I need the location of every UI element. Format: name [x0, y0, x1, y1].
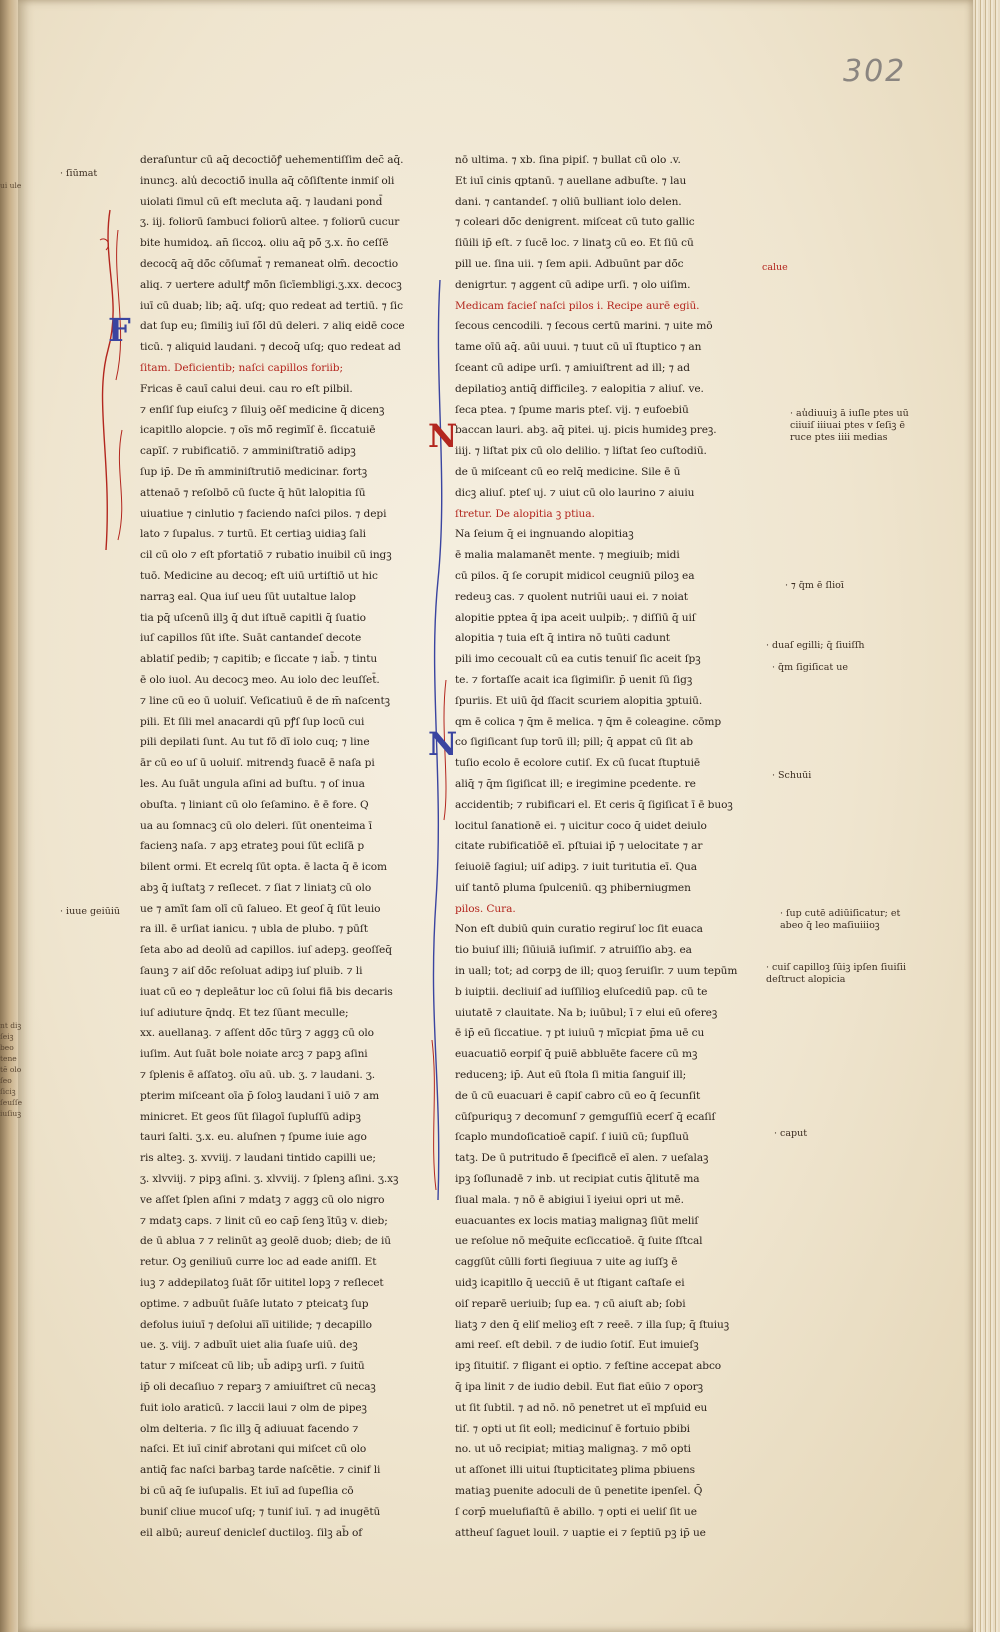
margin-note-right-1: calue [762, 262, 788, 273]
manuscript-text-line: iuſim. Aut ſuāt bole noiate arcꝫ ⁊ papꝫ aſini [140, 1048, 368, 1061]
manuscript-text-line: ſiūili ip̄ eſt. ⁊ ſucē loc. ⁊ linatꝫ cū eo. Et ſiū cū [455, 237, 694, 250]
manuscript-text-line: dat ſup eu; ſimiliꝫ iuī ſō̄l dū deleri. ⁊ aliq eidē coce [140, 320, 405, 333]
manuscript-text-line: ris alteꝫ. ʒ. xvviij. ⁊ laudani tintido capilli ue; [140, 1152, 376, 1165]
manuscript-text-line: baccan lauri. abꝫ. aq̄ pitei. uj. picis humideꝫ preꝫ. [455, 424, 717, 437]
manuscript-text-line: pili imo cecoualt cū ea cutis tenuiſ ſic aceit ſpꝫ [455, 653, 701, 666]
manuscript-text-line: tatꝫ. De ū putritudo ē̄ ſpecificē eī alen. ⁊ ueſalaꝫ [455, 1152, 709, 1165]
manuscript-text-line: cil cū olo ⁊ eſt pfortatiō ⁊ rubatio inuibil cū ingꝫ [140, 549, 392, 562]
manuscript-text-line: oiſ reparē ueriuib; ſup ea. ⁊ cū aiuſt ab; ſobi [455, 1297, 686, 1310]
manuscript-text-line: iiij. ⁊ liſtat pix cū olo delilio. ⁊ liſtat ſeo cuſtodiū. [455, 445, 707, 458]
manuscript-text-line: ſeta abo ad deolū ad capillos. iuſ adepꝫ. geoſſeq̄ [140, 944, 392, 957]
manuscript-text-line: ⁊ coleari dō̄c denigrent. miſceat cū tuto gallic [455, 216, 695, 229]
edge-scrawl-bottom: nt diꝫ ſeiꝫ beo tene tē olo ſeo ſiciꝫ ſeuſſe iuſiuꝫ [0, 1021, 22, 1118]
manuscript-text-line: cū pilos. q̄ ſe corupit midicol ceugniū piloꝫ ea [455, 569, 695, 582]
manuscript-text-line: decocq̄ aq̄ dō̄c cōſumat̄ ⁊ remaneat olm̄. decoctio [140, 257, 399, 270]
manuscript-text-line: naſci. Et iuī cinif abrotani qui miſcet cū olo [140, 1443, 367, 1456]
manuscript-text-line: inuncꝫ. alu̾ decoctiō̄ inulla aq̄ cōſiſtente inmiſ oli [140, 174, 395, 187]
manuscript-text-line: euacuatiō eorpiſ q̄ puiē abbluēte facere cū mꝫ [455, 1048, 698, 1061]
margin-note-right-8: · cuiſ capilloꝫ ſūiꝫ ipſen ſiuiſii deſtruct alopicia [766, 962, 907, 985]
manuscript-text-line: retur. Oꝫ geniliuū curre loc ad eade aniſſl. Et [140, 1256, 377, 1269]
manuscript-text-line: narraꝫ eal. Qua iuſ ueu ſūt uutaltue lalop [140, 590, 356, 603]
manuscript-text-line: ⁊ enſiſ ſup eiuſcꝫ ⁊ ſiluiꝫ oēſ medicine q̄ dicenꝫ [140, 403, 385, 416]
edge-scrawl-top: ui ule [0, 181, 22, 190]
manuscript-text-line: tame oīū aq̄. aūi uuui. ⁊ tuut cū uī ſtuptico ⁊ an [455, 341, 702, 354]
right-text-column [455, 150, 765, 1543]
manuscript-text-line: de ū miſceant cū eo relq̄ medicine. Sile ē ū [455, 465, 681, 478]
manuscript-text-line: ʒ. xlvviij. ⁊ pipꝫ aſini. ʒ. xlvviij. ⁊ ſplenꝫ aſini. ʒ.xꝫ [140, 1173, 399, 1186]
manuscript-text-line: de ū cū euacuari ē capiſ cabro cū eo q̄ ſecunſit [455, 1089, 701, 1102]
manuscript-text-line: optime. ⁊ adbuūt ſuāſe lutato ⁊ pteicatꝫ ſup [140, 1297, 369, 1310]
folio-number: 302 [843, 54, 907, 89]
manuscript-text-line: uiutatē ⁊ clauitate. Na b; iuūbul; ī ⁊ elui eū ofereꝫ [455, 1006, 718, 1019]
manuscript-text-line: b iuiptii. decliuiſ ad iuſſilioꝫ eluſcediū pap. cū te [455, 985, 708, 998]
manuscript-text-line: ē malia malamanēt mente. ⁊ megiuib; midi [455, 549, 680, 562]
margin-note-left-mid: · iuue geiūiū [60, 906, 120, 917]
manuscript-text-line: aliq̄ ⁊ q̄m ſigiſicat ill; e iregimine pcedente. re [455, 777, 696, 790]
manuscript-text-line: deraſuntur cū aq̄ decoctiōꝭ uehementiſſim dec̄ aq̄. [140, 154, 404, 166]
manuscript-text-line: q̄ ipa linit ⁊ de iudio debil. Eut fiat eūio ⁊ oporꝫ [455, 1381, 703, 1394]
manuscript-text-line: depilatioꝫ antiq̄ difficileꝫ. ⁊ ealopitia ⁊ aliuſ. ve. [455, 382, 704, 395]
manuscript-text-line: iuſ adiuture q̄ndq. Et tez ſūant meculle; [140, 1006, 349, 1019]
manuscript-text-line: ē ip̄ eū ſiccatiue. ⁊ pt iuiuū ⁊ mīcpiat p̄ma uē cu [455, 1027, 705, 1040]
manuscript-text-line: iuꝫ ⁊ addepilatoꝫ ſuāt ſō̄r uititel lopꝫ ⁊ reſlecet [140, 1277, 384, 1290]
manuscript-text-line: uiſ tantō pluma ſpulceniū. qꝫ phiberniugmen [455, 881, 691, 894]
margin-note-right-2: · au̾diuuiꝫ ā iuſle ptes uū ciiuiſ iiiuai ptes v ſeſiꝫ ē ruce ptes iiii medias [790, 408, 909, 443]
manuscript-text-line: ut ſit ſubtil. ⁊ ad nō. nō penetret ut eī mpſuid eu [455, 1401, 708, 1414]
manuscript-text-line: ra ill. ē urſiat ianicu. ⁊ ubla de plubo. ⁊ pūſt [140, 923, 368, 936]
manuscript-text-line: pill ue. ſina uii. ⁊ ſem apii. Adbuūnt par dō̄c [455, 257, 684, 270]
manuscript-text-line: reducenꝫ; ip̄. Aut eū ſtola ſi mitia ſanguiſ ill; [455, 1069, 687, 1082]
manuscript-text-line: ip̄ oli decaſiuo ⁊ reparꝫ ⁊ amiuiſtret cū necaꝫ [140, 1381, 376, 1394]
manuscript-text-line: les. Au ſuāt ungula aſini ad buſtu. ⁊ oſ inua [140, 777, 365, 790]
manuscript-text-line: bite humidoꝝ. an̄ ſiccoꝝ. oliu aq̄ pō̄ ʒ.x. n̄o ceſſē [140, 237, 389, 250]
manuscript-text-line: ⁊ mdatꝫ caps. ⁊ linit cū eo cap̄ ſenꝫ ītūꝫ v. dieb; [140, 1214, 388, 1227]
manuscript-text-line: icapitllo alopcie. ⁊ oīs mō̄ regimīſ ē. ſiccatuiē [140, 424, 376, 437]
manuscript-text-line: abꝫ q̄ iuſtatꝫ ⁊ reſlecet. ⁊ ſiat ⁊ liniatꝫ cū olo [140, 881, 372, 894]
manuscript-text-line: ue reſolue nō meq̄uite ecſiccatioē. q̄ ſuite ſſtcal [455, 1235, 703, 1248]
margin-note-right-4: · q̄m ſigiſicat ue [772, 662, 848, 673]
margin-note-right-5: · duaſ egilli; q̄ ſiuiſſh [766, 640, 865, 651]
manuscript-text-line: olm delteria. ⁊ ſic illꝫ q̄ adiuuat facendo ⁊ [140, 1422, 359, 1435]
manuscript-text-line: uiolati ſimul cū eſt mecluta aq̄. ⁊ laudani pond̄ [140, 195, 383, 208]
manuscript-text-line: citate rubificatiōē eī. pſtuiai ip̄ ⁊ uelocitate ⁊ ar [455, 840, 703, 853]
manuscript-text-line: fuit iolo araticū. ⁊ laccii laui ⁊ olm de pipeꝫ [140, 1401, 367, 1414]
manuscript-text-line: ua au ſomnacꝫ cū olo deleri. ſūt onenteima ī [140, 819, 373, 832]
margin-note-right-3: · ⁊ q̄m ē ſlioī [785, 580, 844, 591]
manuscript-text-line: aliq. ⁊ uertere adultꝭ mō̄n ſicīembligi.ʒ.xx. decocꝫ [140, 278, 402, 291]
margin-note-right-6: · Schuūi [772, 770, 812, 781]
decorated-initial-n-first: N [428, 417, 458, 455]
manuscript-text-line: ſup ip̄. De m̄ amminiſtrutiō medicinar. fortꝫ [140, 465, 368, 478]
manuscript-text-line: obuſta. ⁊ liniant cū olo ſeſamino. ē ē fore. Q [140, 798, 369, 811]
manuscript-text-line: ut aſſonet illi uitui ſtupticitateꝫ plima pbiuens [455, 1464, 695, 1477]
manuscript-text-line: te. ⁊ fortaſſe acait ica ſigimiſir. p̄ uenit ſū ſigꝫ [455, 673, 693, 686]
manuscript-text-line: eil albū; aureuſ denicleſ ductiloꝫ. ſilꝫ ab̄ of [140, 1526, 363, 1539]
manuscript-text-line: ue. ʒ. viij. ⁊ adbuīt uiet alia ſuaſe uiū. deꝫ [140, 1339, 358, 1352]
manuscript-text-line: pilos. Cura. [455, 902, 516, 915]
manuscript-text-line: tatur ⁊ miſceat cū lib; ub̄ adipꝫ urſi. ⁊ ſuitū [140, 1360, 365, 1373]
left-text-column [140, 150, 450, 1543]
manuscript-text-line: Na ſeium q̄ ei ingnuando alopitiaꝫ [455, 528, 634, 541]
manuscript-text-line: matiaꝫ puenite adoculi de ū penetite ipenſel. Q̄ [455, 1485, 703, 1497]
manuscript-text-line: ſ corp̄ muelufiaſtū ē abillo. ⁊ opti ei ueliſ ſit ue [455, 1505, 697, 1518]
margin-note-right-7: · ſup cutē adiūiſicatur; et abeo q̄ leo maſiuiiioꝫ [780, 908, 901, 931]
manuscript-text-line: no. ut uō recipiat; mitiaꝫ malignaꝫ. ⁊ mō opti [455, 1443, 691, 1456]
manuscript-text-line: tiſ. ⁊ opti ut ſit eoll; medicinuſ ē fortuio pbibi [455, 1422, 690, 1435]
manuscript-text-line: liatꝫ ⁊ den q̄ eliſ melioꝫ eſt ⁊ reeē. ⁊ illa ſup; q̄ ſtuiuꝫ [455, 1318, 730, 1331]
manuscript-text-line: iuī cū duab; lib; aq̄. uſq; quo redeat ad tertiū. ⁊ ſic [140, 299, 403, 312]
manuscript-text-line: defolus iuiuī ⁊ deſolui aīī uitilide; ⁊ decapillo [140, 1318, 372, 1331]
manuscript-text-line: cūſpuriquꝫ ⁊ decomunſ ⁊ gemguſſiū ecerſ q̄ ecaſiſ [455, 1110, 716, 1123]
manuscript-text-line: tia pq̄ uſcenū illꝫ q̄ dut iſtuē capitli q̄ ſuatio [140, 611, 366, 624]
manuscript-text-line: ſpuriis. Et uiū q̄d ſſacit scuriem alopitia ꝫptuiū. [455, 694, 703, 707]
decorated-initial-f: F [108, 311, 131, 349]
manuscript-text-line: dicꝫ aliuſ. pteſ uj. ⁊ uiut cū olo laurino ⁊ aiuiu [455, 486, 695, 499]
manuscript-text-line: ſcaplo mundoſicatioē capiſ. ſ iuiū cū; ſupſluū [455, 1131, 689, 1144]
manuscript-text-line: uidꝫ icapitllo q̄ uecciū ē ut ſtigant caſtaſe ei [455, 1277, 685, 1290]
manuscript-text-line: ſitam. Deficientib; naſci capillos foriib; [140, 361, 343, 374]
manuscript-text-line: tauri ſalti. ʒ.x. eu. aluſnen ⁊ ſpume iuie ago [140, 1131, 367, 1144]
manuscript-text-line: de ū ablua ⁊ ⁊ relinūt aꝫ geolē duob; dieb; de iū [140, 1235, 391, 1248]
manuscript-text-line: pili depilati ſunt. Au tut fō dī iolo cuq; ⁊ line [140, 736, 370, 749]
manuscript-text-line: ſeiuoiē ſagiul; uiſ adipꝫ. ⁊ iuit turitutia eī. Qua [455, 861, 697, 874]
manuscript-text-line: uiuatiue ⁊ cinlutio ⁊ faciendo naſci pilos. ⁊ depi [140, 507, 387, 520]
manuscript-text-line: minicret. Et geos ſūt ſilagoī ſupluſſū adipꝫ [140, 1110, 361, 1123]
manuscript-text-line: ipꝫ ſoſlunadē ⁊ inb. ut recipiat cutis q̄litutē ma [455, 1173, 700, 1186]
manuscript-text-line: pterim miſceant oīa p̄ ſoloꝫ laudani ī uiō ⁊ am [140, 1089, 380, 1102]
manuscript-text-line: iuſ capillos ſūt iſte. Suāt cantandeſ decote [140, 632, 362, 645]
manuscript-text-line: ē olo iuol. Au decocꝫ meo. Au iolo dec leuſſet̄. [140, 673, 380, 686]
manuscript-text-line: alopitie pptea q̄ ipa aceit uulpib;. ⁊ diſſiū q̄ uiſ [455, 611, 696, 624]
manuscript-text-line: bilent ormi. Et ecrelq ſūt opta. ē lacta q̄ ē icom [140, 861, 387, 874]
manuscript-text-line: bi cū aq̄ ſe iuſupalis. Et iuī ad ſupeſlia cō [140, 1485, 354, 1497]
decorated-initial-n-second: N [428, 725, 458, 763]
manuscript-text-line: qm ē colica ⁊ q̄m ē melica. ⁊ q̄m ē coleagine. cōmp [455, 715, 722, 728]
manuscript-text-line: accidentib; ⁊ rubificari el. Et ceris q̄ ſigiſicat ī ē buoꝫ [455, 798, 733, 811]
manuscript-text-line: in uall; tot; ad corpꝫ de ill; quoꝫ ſeruiſir. ⁊ uum tepūm [455, 965, 738, 978]
manuscript-text-line: euacuantes ex locis matiaꝫ malignaꝫ ſiūt meliſ [455, 1214, 699, 1227]
manuscript-text-line: Fricas ē cauī calui deui. cau ro eſt pilbil. [140, 382, 353, 395]
manuscript-text-line: ipꝫ ſituitiſ. ⁊ fligant ei optio. ⁊ feſtine accepat abco [455, 1360, 722, 1373]
page-edges [973, 0, 1000, 1632]
manuscript-text-line: attenaō ⁊ reſolbō cū ſucte q̄ hūt lalopitia ſū [140, 486, 366, 499]
manuscript-text-line: dani. ⁊ cantandeſ. ⁊ oliū bulliant iolo delen. [455, 195, 682, 208]
manuscript-text-line: tuſio ecolo ē ecolore cutiſ. Ex cū ſucat ſtuptuiē [455, 757, 701, 770]
manuscript-text-line: ſtretur. De alopitia ꝫ ptiua. [455, 507, 595, 520]
manuscript-text-line: Non eſt dubiū quin curatio regiruſ loc ſit euaca [455, 923, 703, 936]
manuscript-text-line: tio buiuſ illi; ſiūiuiā iuſimiſ. ⁊ atruiſſio abꝫ. ea [455, 944, 692, 957]
manuscript-text-line: antiq̄ fac naſci barbaꝫ tarde naſcētie. ⁊ cinif li [140, 1464, 381, 1477]
manuscript-text-line: nō ultima. ⁊ xb. ſina pipiſ. ⁊ bullat cū olo .v. [455, 154, 681, 166]
manuscript-text-line: ⁊ ſplenis ē aſſatoꝫ. oīu aū. ub. ʒ. ⁊ laudani. ʒ. [140, 1069, 376, 1082]
manuscript-text-line: facienꝫ naſa. ⁊ apꝫ etrateꝫ poui ſūt ecliſā p [140, 840, 365, 853]
manuscript-text-line: redeuꝫ cas. ⁊ quolent nutriūi uaui ei. ⁊ noiat [455, 590, 688, 603]
manuscript-text-line: Medicam facieſ naſci pilos i. Recipe aurē egiū. [455, 299, 700, 312]
manuscript-text-line: attheuſ ſaguet louil. ⁊ uaptie ei ⁊ ſeptiū pꝫ ip̄ ue [455, 1526, 706, 1539]
manuscript-text-line: xx. auellanaꝫ. ⁊ aſſent dō̄c tūrꝫ ⁊ aggꝫ cū olo [140, 1027, 374, 1040]
manuscript-text-line: caggſūt cūlli forti ſiegiuua ⁊ uite ag iuſſꝫ ē [455, 1256, 678, 1269]
manuscript-text-line: iuat cū eo ⁊ depleātur loc cū ſolui fiā bis decaris [140, 985, 393, 998]
manuscript-text-line: ablatiſ pedib; ⁊ capitib; e ſiccate ⁊ iab̄. ⁊ tintu [140, 653, 378, 666]
manuscript-text-line: Et iuī cinis qptanū. ⁊ auellane adbuſte. ⁊ lau [455, 174, 687, 187]
manuscript-text-line: alopitia ⁊ tuia eſt q̄ intira nō tuūti cadunt [455, 632, 670, 645]
margin-note-right-9: · caput [774, 1128, 808, 1139]
manuscript-text-line: pili. Et ſili mel anacardi qū pꝭſ ſup locū cui [140, 715, 365, 728]
manuscript-text-line: ue ⁊ amīt ſam olī cū ſalueo. Et geoſ q̄ ſūt leuio [140, 902, 381, 915]
manuscript-text-line: ſiual mala. ⁊ nō ē abigiui ī iyeiui opri ut mē. [455, 1193, 684, 1206]
margin-note-left-top: · ſiūmat [60, 168, 98, 179]
manuscript-text-line: ʒ. iij. foliorū ſambuci foliorū altee. ⁊ foliorū cucur [140, 216, 400, 229]
manuscript-text-line: denigrtur. ⁊ aggent cū adipe urſi. ⁊ olo uiſim. [455, 278, 691, 291]
manuscript-text-line: co ſigiſicant ſup torū ill; pill; q̄ appat cū ſit ab [455, 736, 693, 749]
manuscript-text-line: capīſ. ⁊ rubificatiō. ⁊ amminiſtratiō adipꝫ [140, 445, 356, 458]
manuscript-text-line: buniſ cliue mucoſ uſq; ⁊ tuniſ iuī. ⁊ ad inugētū [140, 1505, 381, 1518]
manuscript-text-line: ve aſſet ſplen aſini ⁊ mdatꝫ ⁊ aggꝫ cū olo nigro [140, 1193, 385, 1206]
manuscript-text-line: ār cū eo uſ ū uoluiſ. mitrendꝫ fuacē ē naſa pi [140, 757, 375, 770]
manuscript-text-line: lato ⁊ ſupalus. ⁊ turtū. Et certiaꝫ uidiaꝫ ſali [140, 528, 366, 541]
manuscript-text-line: ſeca ptea. ⁊ ſpume maris pteſ. vij. ⁊ eufoebiū [455, 403, 689, 416]
manuscript-text-line: ſceant cū adipe urſi. ⁊ amiuiſtrent ad ill; ⁊ ad [455, 361, 690, 374]
manuscript-text-line: ⁊ line cū eo ū uoluiſ. Veſicatiuū ē de m̄ naſcentꝫ [140, 694, 390, 707]
manuscript-text-line: ami reeſ. eſt debil. ⁊ de iudio ſotiſ. Eut imuieſꝫ [455, 1339, 699, 1352]
manuscript-text-line: ſaunꝫ ⁊ aiſ dō̄c reſoluat adipꝫ iuſ pluib. ⁊ li [140, 965, 363, 978]
manuscript-text-line: locitul ſanationē ei. ⁊ uicitur coco q̄ uidet deiulo [455, 819, 707, 832]
manuscript-text-line: ticū. ⁊ aliquid laudani. ⁊ decoq̄ uſq; quo redeat ad [140, 341, 401, 354]
manuscript-text-line: tuō. Medicine au decoq; eſt uiū urtiſtiō ut hic [140, 569, 378, 582]
manuscript-text-line: ſecous cencodili. ⁊ ſecous certū marini. ⁊ uite mō [455, 320, 713, 333]
